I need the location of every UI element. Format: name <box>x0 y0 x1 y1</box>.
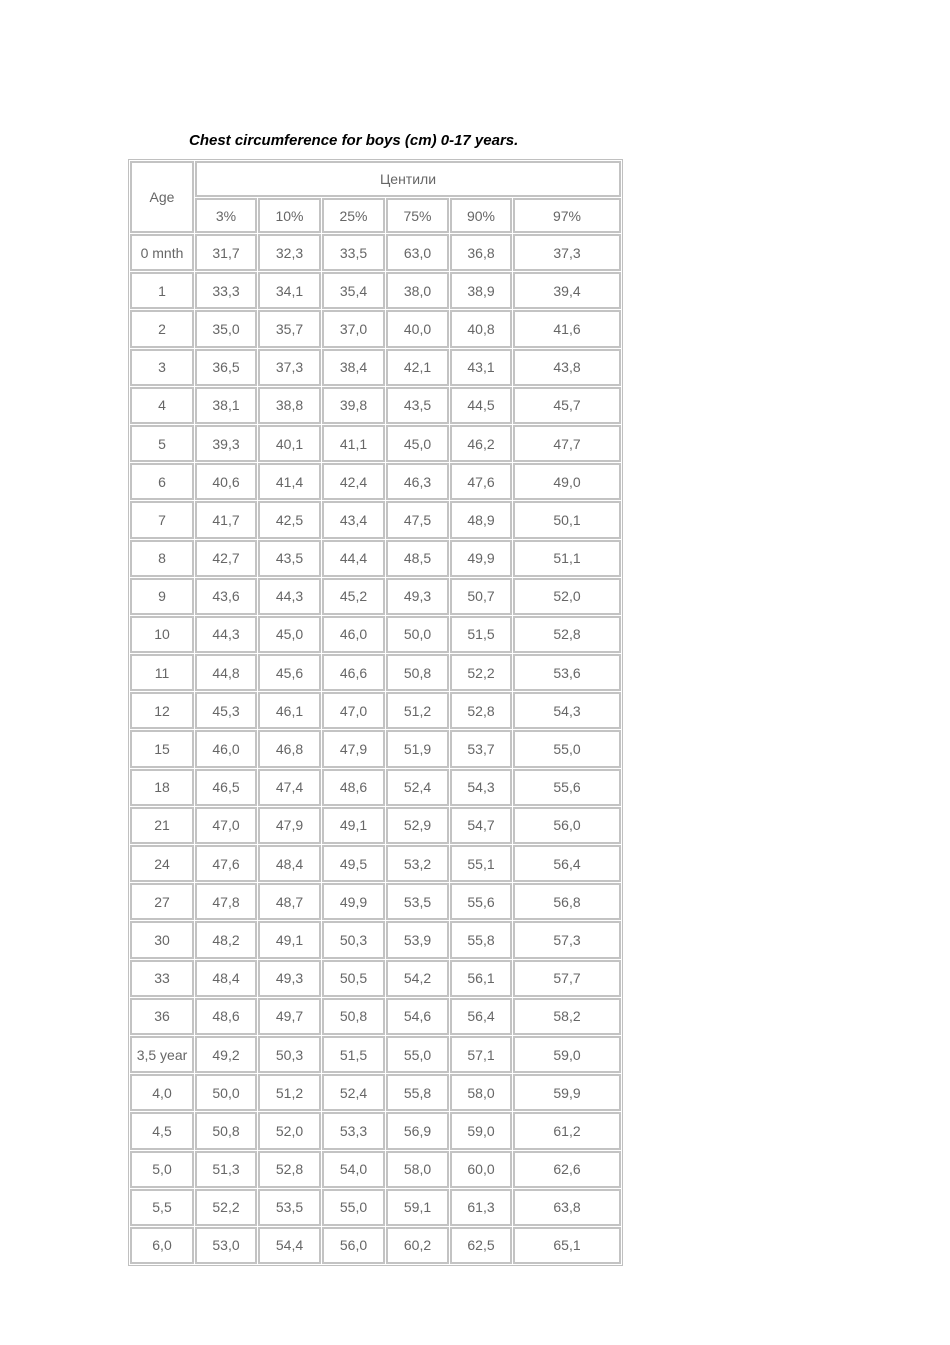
percentile-header: 90% <box>450 198 512 233</box>
value-cell: 50,7 <box>450 578 512 615</box>
value-cell: 42,7 <box>195 540 257 577</box>
table-row <box>130 1227 621 1264</box>
age-cell: 9 <box>130 578 194 615</box>
value-cell: 39,3 <box>195 425 257 462</box>
value-cell: 55,0 <box>386 1036 449 1073</box>
value-cell: 52,8 <box>258 1151 321 1188</box>
percentile-header: 10% <box>258 198 321 233</box>
age-cell: 1 <box>130 272 194 309</box>
value-cell: 35,7 <box>258 310 321 347</box>
table-row <box>130 1151 621 1188</box>
value-cell: 39,8 <box>322 387 385 424</box>
value-cell: 52,0 <box>513 578 621 615</box>
value-cell: 45,6 <box>258 654 321 691</box>
value-cell: 46,2 <box>450 425 512 462</box>
value-cell: 53,6 <box>513 654 621 691</box>
value-cell: 56,1 <box>450 960 512 997</box>
value-cell: 53,9 <box>386 921 449 958</box>
value-cell: 45,3 <box>195 692 257 729</box>
value-cell: 51,2 <box>386 692 449 729</box>
value-cell: 50,0 <box>386 616 449 653</box>
table-row <box>130 310 621 347</box>
value-cell: 56,0 <box>513 807 621 844</box>
value-cell: 58,0 <box>450 1074 512 1111</box>
value-cell: 51,3 <box>195 1151 257 1188</box>
value-cell: 48,7 <box>258 883 321 920</box>
age-cell: 3,5 year <box>130 1036 194 1073</box>
value-cell: 49,9 <box>322 883 385 920</box>
percentile-header: 75% <box>386 198 449 233</box>
value-cell: 53,7 <box>450 730 512 767</box>
centile-group-header: Центили <box>195 161 621 197</box>
value-cell: 46,8 <box>258 730 321 767</box>
percentile-header: 3% <box>195 198 257 233</box>
age-cell: 10 <box>130 616 194 653</box>
value-cell: 35,0 <box>195 310 257 347</box>
table-row <box>130 501 621 538</box>
value-cell: 31,7 <box>195 234 257 271</box>
value-cell: 47,0 <box>195 807 257 844</box>
value-cell: 51,5 <box>322 1036 385 1073</box>
table-row <box>130 425 621 462</box>
value-cell: 55,1 <box>450 845 512 882</box>
value-cell: 49,1 <box>258 921 321 958</box>
table-row <box>130 807 621 844</box>
table-row <box>130 616 621 653</box>
value-cell: 46,0 <box>195 730 257 767</box>
value-cell: 38,1 <box>195 387 257 424</box>
value-cell: 47,4 <box>258 769 321 806</box>
value-cell: 52,8 <box>513 616 621 653</box>
age-cell: 4,5 <box>130 1112 194 1149</box>
value-cell: 47,9 <box>322 730 385 767</box>
age-cell: 12 <box>130 692 194 729</box>
value-cell: 54,7 <box>450 807 512 844</box>
value-cell: 41,1 <box>322 425 385 462</box>
value-cell: 55,0 <box>322 1189 385 1226</box>
table-row <box>130 692 621 729</box>
table-row <box>130 883 621 920</box>
value-cell: 50,5 <box>322 960 385 997</box>
value-cell: 50,8 <box>195 1112 257 1149</box>
value-cell: 43,4 <box>322 501 385 538</box>
value-cell: 53,5 <box>258 1189 321 1226</box>
value-cell: 49,7 <box>258 998 321 1035</box>
value-cell: 50,0 <box>195 1074 257 1111</box>
value-cell: 56,9 <box>386 1112 449 1149</box>
value-cell: 47,8 <box>195 883 257 920</box>
value-cell: 55,0 <box>513 730 621 767</box>
value-cell: 44,8 <box>195 654 257 691</box>
age-cell: 6,0 <box>130 1227 194 1264</box>
value-cell: 58,0 <box>386 1151 449 1188</box>
value-cell: 42,1 <box>386 349 449 386</box>
value-cell: 38,4 <box>322 349 385 386</box>
value-cell: 36,8 <box>450 234 512 271</box>
value-cell: 55,8 <box>386 1074 449 1111</box>
value-cell: 48,6 <box>195 998 257 1035</box>
value-cell: 47,5 <box>386 501 449 538</box>
value-cell: 52,4 <box>322 1074 385 1111</box>
value-cell: 55,8 <box>450 921 512 958</box>
value-cell: 40,8 <box>450 310 512 347</box>
value-cell: 54,0 <box>322 1151 385 1188</box>
value-cell: 47,9 <box>258 807 321 844</box>
table-row <box>130 769 621 806</box>
value-cell: 49,9 <box>450 540 512 577</box>
table-row <box>130 730 621 767</box>
value-cell: 33,5 <box>322 234 385 271</box>
table-row <box>130 540 621 577</box>
value-cell: 47,6 <box>450 463 512 500</box>
value-cell: 53,2 <box>386 845 449 882</box>
value-cell: 61,2 <box>513 1112 621 1149</box>
value-cell: 45,7 <box>513 387 621 424</box>
age-cell: 2 <box>130 310 194 347</box>
age-cell: 5,0 <box>130 1151 194 1188</box>
value-cell: 57,7 <box>513 960 621 997</box>
value-cell: 44,3 <box>195 616 257 653</box>
value-cell: 43,6 <box>195 578 257 615</box>
table-row <box>130 387 621 424</box>
value-cell: 59,1 <box>386 1189 449 1226</box>
value-cell: 44,5 <box>450 387 512 424</box>
value-cell: 42,4 <box>322 463 385 500</box>
value-cell: 42,5 <box>258 501 321 538</box>
value-cell: 45,0 <box>258 616 321 653</box>
age-cell: 18 <box>130 769 194 806</box>
table-row <box>130 1074 621 1111</box>
value-cell: 52,9 <box>386 807 449 844</box>
value-cell: 49,1 <box>322 807 385 844</box>
value-cell: 60,0 <box>450 1151 512 1188</box>
value-cell: 52,8 <box>450 692 512 729</box>
table-row <box>130 998 621 1035</box>
value-cell: 43,1 <box>450 349 512 386</box>
value-cell: 54,3 <box>450 769 512 806</box>
value-cell: 52,2 <box>195 1189 257 1226</box>
value-cell: 63,8 <box>513 1189 621 1226</box>
value-cell: 48,2 <box>195 921 257 958</box>
value-cell: 48,4 <box>258 845 321 882</box>
value-cell: 40,1 <box>258 425 321 462</box>
value-cell: 47,0 <box>322 692 385 729</box>
value-cell: 63,0 <box>386 234 449 271</box>
value-cell: 60,2 <box>386 1227 449 1264</box>
value-cell: 33,3 <box>195 272 257 309</box>
age-cell: 5 <box>130 425 194 462</box>
value-cell: 46,3 <box>386 463 449 500</box>
value-cell: 51,2 <box>258 1074 321 1111</box>
value-cell: 38,9 <box>450 272 512 309</box>
value-cell: 62,5 <box>450 1227 512 1264</box>
age-header: Age <box>130 161 194 233</box>
value-cell: 41,4 <box>258 463 321 500</box>
value-cell: 49,2 <box>195 1036 257 1073</box>
table-row <box>130 1189 621 1226</box>
value-cell: 37,0 <box>322 310 385 347</box>
value-cell: 46,5 <box>195 769 257 806</box>
value-cell: 43,5 <box>386 387 449 424</box>
value-cell: 48,6 <box>322 769 385 806</box>
age-cell: 27 <box>130 883 194 920</box>
value-cell: 40,6 <box>195 463 257 500</box>
value-cell: 44,4 <box>322 540 385 577</box>
table-row <box>130 1112 621 1149</box>
age-cell: 4,0 <box>130 1074 194 1111</box>
table-row <box>130 921 621 958</box>
chest-circumference-table <box>128 159 623 1266</box>
value-cell: 54,4 <box>258 1227 321 1264</box>
value-cell: 52,0 <box>258 1112 321 1149</box>
value-cell: 51,1 <box>513 540 621 577</box>
value-cell: 41,6 <box>513 310 621 347</box>
value-cell: 48,9 <box>450 501 512 538</box>
value-cell: 47,7 <box>513 425 621 462</box>
value-cell: 51,9 <box>386 730 449 767</box>
value-cell: 50,1 <box>513 501 621 538</box>
value-cell: 32,3 <box>258 234 321 271</box>
age-cell: 8 <box>130 540 194 577</box>
value-cell: 59,0 <box>513 1036 621 1073</box>
value-cell: 57,3 <box>513 921 621 958</box>
value-cell: 54,6 <box>386 998 449 1035</box>
table-row <box>130 1036 621 1073</box>
value-cell: 41,7 <box>195 501 257 538</box>
value-cell: 53,3 <box>322 1112 385 1149</box>
table-row <box>130 578 621 615</box>
value-cell: 50,8 <box>386 654 449 691</box>
value-cell: 48,5 <box>386 540 449 577</box>
value-cell: 47,6 <box>195 845 257 882</box>
value-cell: 50,3 <box>258 1036 321 1073</box>
value-cell: 53,5 <box>386 883 449 920</box>
value-cell: 50,3 <box>322 921 385 958</box>
value-cell: 65,1 <box>513 1227 621 1264</box>
value-cell: 49,5 <box>322 845 385 882</box>
value-cell: 43,8 <box>513 349 621 386</box>
value-cell: 56,4 <box>450 998 512 1035</box>
percentile-header: 97% <box>513 198 621 233</box>
value-cell: 61,3 <box>450 1189 512 1226</box>
value-cell: 55,6 <box>450 883 512 920</box>
value-cell: 43,5 <box>258 540 321 577</box>
value-cell: 46,1 <box>258 692 321 729</box>
value-cell: 40,0 <box>386 310 449 347</box>
age-cell: 36 <box>130 998 194 1035</box>
table-row <box>130 845 621 882</box>
value-cell: 59,0 <box>450 1112 512 1149</box>
percentile-header: 25% <box>322 198 385 233</box>
value-cell: 44,3 <box>258 578 321 615</box>
value-cell: 46,6 <box>322 654 385 691</box>
value-cell: 59,9 <box>513 1074 621 1111</box>
table-row <box>130 349 621 386</box>
age-cell: 0 mnth <box>130 234 194 271</box>
value-cell: 53,0 <box>195 1227 257 1264</box>
value-cell: 38,8 <box>258 387 321 424</box>
value-cell: 49,3 <box>258 960 321 997</box>
table-row <box>130 960 621 997</box>
value-cell: 62,6 <box>513 1151 621 1188</box>
age-cell: 33 <box>130 960 194 997</box>
value-cell: 54,2 <box>386 960 449 997</box>
table-row <box>130 654 621 691</box>
value-cell: 56,4 <box>513 845 621 882</box>
value-cell: 55,6 <box>513 769 621 806</box>
value-cell: 45,2 <box>322 578 385 615</box>
value-cell: 56,0 <box>322 1227 385 1264</box>
age-cell: 11 <box>130 654 194 691</box>
age-cell: 6 <box>130 463 194 500</box>
value-cell: 49,0 <box>513 463 621 500</box>
value-cell: 36,5 <box>195 349 257 386</box>
value-cell: 57,1 <box>450 1036 512 1073</box>
age-cell: 30 <box>130 921 194 958</box>
table-title: Chest circumference for boys (cm) 0-17 years. <box>189 132 519 149</box>
value-cell: 56,8 <box>513 883 621 920</box>
table-row <box>130 463 621 500</box>
age-cell: 21 <box>130 807 194 844</box>
age-cell: 4 <box>130 387 194 424</box>
age-cell: 7 <box>130 501 194 538</box>
value-cell: 37,3 <box>513 234 621 271</box>
percentile-header-row <box>130 198 621 233</box>
value-cell: 46,0 <box>322 616 385 653</box>
value-cell: 48,4 <box>195 960 257 997</box>
value-cell: 39,4 <box>513 272 621 309</box>
table-row <box>130 234 621 271</box>
value-cell: 49,3 <box>386 578 449 615</box>
value-cell: 35,4 <box>322 272 385 309</box>
value-cell: 37,3 <box>258 349 321 386</box>
value-cell: 38,0 <box>386 272 449 309</box>
value-cell: 52,2 <box>450 654 512 691</box>
value-cell: 58,2 <box>513 998 621 1035</box>
value-cell: 54,3 <box>513 692 621 729</box>
value-cell: 45,0 <box>386 425 449 462</box>
header-row <box>130 161 621 197</box>
age-cell: 3 <box>130 349 194 386</box>
age-cell: 15 <box>130 730 194 767</box>
age-cell: 5,5 <box>130 1189 194 1226</box>
value-cell: 51,5 <box>450 616 512 653</box>
value-cell: 50,8 <box>322 998 385 1035</box>
value-cell: 34,1 <box>258 272 321 309</box>
table-row <box>130 272 621 309</box>
value-cell: 52,4 <box>386 769 449 806</box>
age-cell: 24 <box>130 845 194 882</box>
